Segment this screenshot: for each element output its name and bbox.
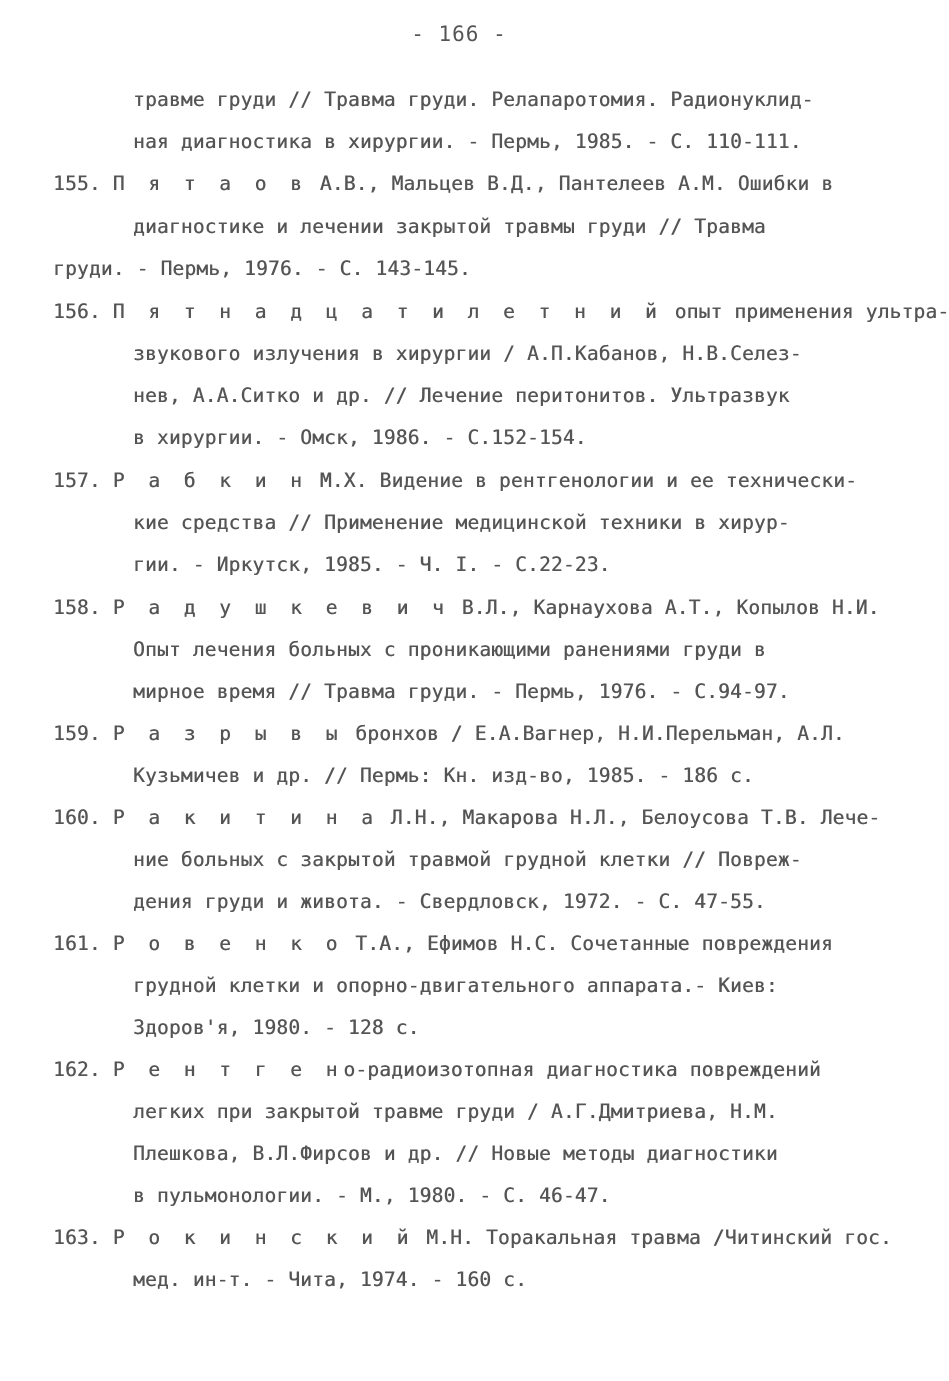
entry-line: Здоров'я, 1980. - 128 с. [133, 1016, 420, 1039]
entry-number: 156. [53, 300, 101, 323]
entry-author-spaced: П я т а о в [112, 172, 308, 195]
bibliography-entry-157 [53, 469, 857, 492]
entry-author-spaced: Р о в е н к о [112, 932, 344, 955]
entry-author-spaced: Р а д у ш к е в и ч [112, 596, 450, 619]
entry-number: 157. [53, 469, 101, 492]
entry-line: в хирургии. - Омск, 1986. - С.152-154. [133, 426, 587, 449]
entry-text: М.Н. Торакальная травма /Читинский гос. [414, 1226, 892, 1249]
entry-line: мед. ин-т. - Чита, 1974. - 160 с. [133, 1268, 528, 1291]
entry-text: В.Л., Карнаухова А.Т., Копылов Н.И. [449, 596, 880, 619]
entry-text: бронхов / Е.А.Вагнер, Н.И.Перельман, А.Л. [343, 722, 845, 745]
bibliography-entry-162 [53, 1058, 821, 1081]
entry-number: 162. [53, 1058, 101, 1081]
entry-line: легких при закрытой травме груди / А.Г.Дмитриева, Н.М. [133, 1100, 778, 1123]
entry-number: 163. [53, 1226, 101, 1249]
entry-text: А.В., Мальцев В.Д., Пантелеев А.М. Ошибки в [307, 172, 834, 195]
page-number: - 166 - [411, 22, 507, 46]
entry-text: М.Х. Видение в рентгенологии и ее технически- [307, 469, 858, 492]
entry-line: звукового излучения в хирургии / А.П.Кабанов, Н.В.Селез- [133, 342, 802, 365]
entry-line: кие средства // Применение медицинской техники в хирур- [133, 511, 790, 534]
entry-text: опыт применения ультра- [662, 300, 949, 323]
entry-author-spaced: Р а к и т и н а [112, 806, 379, 829]
entry-number: 158. [53, 596, 101, 619]
entry-text: Л.Н., Макарова Н.Л., Белоусова Т.В. Лече- [378, 806, 881, 829]
entry-line: ние больных с закрытой травмой грудной клетки // Повреж- [133, 848, 802, 871]
entry-line: ная диагностика в хирургии. - Пермь, 1985. - С. 110-111. [133, 130, 802, 153]
entry-line: Кузьмичев и др. // Пермь: Кн. изд-во, 1985. - 186 с. [133, 764, 754, 787]
entry-number: 161. [53, 932, 101, 955]
entry-line: Опыт лечения больных с проникающими ранениями груди в [133, 638, 766, 661]
entry-author-spaced: Р о к и н с к и й [112, 1226, 415, 1249]
bibliography-entry-156 [53, 300, 949, 323]
entry-line: Плешкова, В.Л.Фирсов и др. // Новые методы диагностики [133, 1142, 778, 1165]
entry-line: грудной клетки и опорно-двигательного аппарата.- Киев: [133, 974, 778, 997]
entry-line: мирное время // Травма груди. - Пермь, 1976. - С.94-97. [133, 680, 790, 703]
entry-number: 160. [53, 806, 101, 829]
entry-text: о-радиоизотопная диагностика повреждений [343, 1058, 821, 1081]
entry-author-spaced: Р е н т г е н [112, 1058, 344, 1081]
bibliography-entry-160 [53, 806, 880, 829]
entry-author-spaced: Р а б к и н [112, 469, 308, 492]
entry-line: нев, А.А.Ситко и др. // Лечение перитонитов. Ультразвук [133, 384, 790, 407]
entry-line: груди. - Пермь, 1976. - С. 143-145. [53, 257, 471, 280]
entry-line: дения груди и живота. - Свердловск, 1972. - С. 47-55. [133, 890, 766, 913]
entry-line: диагностике и лечении закрытой травмы груди // Травма [133, 215, 766, 238]
bibliography-entry-161 [53, 932, 833, 955]
entry-number: 155. [53, 172, 101, 195]
bibliography-entry-163 [53, 1226, 892, 1249]
entry-line: гии. - Иркутск, 1985. - Ч. I. - С.22-23. [133, 553, 611, 576]
entry-line: в пульмонологии. - М., 1980. - С. 46-47. [133, 1184, 611, 1207]
entry-line: травме груди // Травма груди. Релапаротомия. Радионуклид- [133, 88, 814, 111]
entry-text: Т.А., Ефимов Н.С. Сочетанные повреждения [343, 932, 833, 955]
entry-author-spaced: Р а з р ы в ы [112, 722, 344, 745]
entry-author-spaced: П я т н а д ц а т и л е т н и й [112, 300, 663, 323]
bibliography-entry-158 [53, 596, 880, 619]
entry-number: 159. [53, 722, 101, 745]
bibliography-entry-159 [53, 722, 845, 745]
bibliography-entry-155 [53, 172, 833, 195]
